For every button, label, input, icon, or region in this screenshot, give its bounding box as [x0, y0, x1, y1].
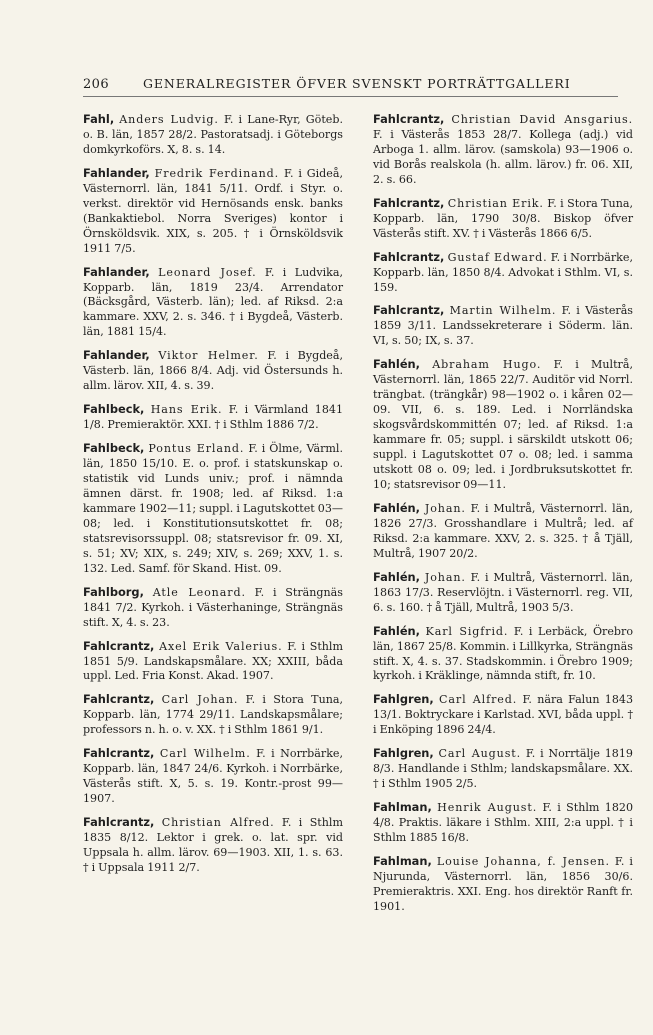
entry-surname: Fahlcrantz, — [373, 303, 445, 318]
register-entry — [373, 303, 633, 349]
entry-text: F. i Sthlm 1851 5/9. Landskapsmålare. XX; XXIII, båda uppl. Led. Fria Konst. Akad. 1907. — [83, 639, 343, 683]
entry-given-names: Carl Wilhelm. — [159, 747, 251, 761]
right-column — [373, 112, 633, 923]
entry-given-names: Johan. — [424, 570, 466, 584]
entry-given-names: Christian David Ansgarius. — [451, 113, 634, 126]
register-entry — [83, 639, 343, 685]
entry-text: F. i Lane-Ryr, Göteb. o. B. län, 1857 28/2. Pastoratsadj. i Göteborgs domkyrkoförs. X, 8. s. 14. — [83, 113, 343, 156]
left-column — [83, 112, 343, 884]
entry-given-names: Louise Johanna, f. Jensen. — [436, 854, 610, 868]
entry-given-names: Karl Sigfrid. — [425, 624, 509, 638]
entry-surname: Fahlcrantz, — [83, 815, 155, 830]
register-entry — [373, 357, 633, 493]
entry-given-names: Carl Alfred. — [439, 693, 518, 707]
entry-surname: Fahlén, — [373, 500, 420, 515]
entry-given-names: Leonard Josef. — [158, 265, 257, 279]
entry-surname: Fahl, — [83, 112, 115, 126]
entry-text: F. i Västerås 1853 28/7. Kollega (adj.) vid Arboga 1. allm. lärov. (samskola) 93—1906 o. vid Borås realskola (h. allm. lärov.) fr. 06. XII, 2. s. 66. — [373, 127, 633, 186]
entry-surname: Fahlén, — [373, 623, 420, 638]
register-entry — [373, 800, 633, 846]
entry-surname: Fahlcrantz, — [373, 195, 445, 210]
entry-surname: Fahlcrantz, — [373, 249, 445, 264]
register-entry — [83, 692, 343, 738]
entry-given-names: Abraham Hugo. — [432, 358, 542, 372]
entry-surname: Fahlborg, — [83, 584, 144, 599]
entry-given-names: Pontus Erland. — [148, 442, 245, 456]
register-entry — [373, 624, 633, 685]
entry-surname: Fahlander, — [83, 165, 150, 180]
entry-text: F. i Njurunda, Västernorrl. län, 1856 30/6. Premieraktris. XXI. Eng. hos direktör Ranft fr. 1901. — [373, 854, 633, 913]
entry-given-names: Johan. — [424, 501, 466, 515]
register-entry — [83, 112, 343, 158]
entry-surname: Fahlgren, — [373, 692, 434, 707]
entry-surname: Fahlcrantz, — [83, 746, 155, 761]
entry-given-names: Martin Wilhelm. — [449, 304, 557, 318]
entry-text: F. i Stora Tuna, Kopparb. län, 1774 29/11. Landskapsmålare; professors n. h. o. v. XX. † i Sthlm 1861 9/1. — [83, 693, 343, 737]
entry-given-names: Axel Erik Valerius. — [159, 639, 283, 653]
entry-text: F. i Värmland 1841 1/8. Premieraktör. XXI. † i Sthlm 1886 7/2. — [83, 403, 343, 432]
entry-surname: Fahlcrantz, — [83, 638, 155, 653]
entry-text: F. i Multrå, Västernorrl. län, 1826 27/3. Grosshandlare i Multrå; led. af Riksd. 2:a kammare. XXV, 2. s. 325. † å Tjäll, Multrå, 1907 20/2. — [373, 501, 634, 560]
entry-given-names: Anders Ludvig. — [119, 113, 219, 126]
entry-text: F. i Norrbärke, Kopparb. län, 1850 8/4. Advokat i Sthlm. VI, s. 159. — [373, 250, 633, 294]
register-entry — [83, 585, 343, 631]
entry-given-names: Hans Erik. — [150, 403, 223, 417]
register-entry — [373, 854, 633, 915]
entry-surname: Fahlbeck, — [83, 402, 145, 417]
register-entry — [373, 692, 633, 738]
running-header — [83, 76, 618, 97]
entry-text: F. i Västerås 1859 3/11. Landssekreterare i Söderm. län. VI, s. 50; IX, s. 37. — [373, 304, 634, 348]
register-entry — [373, 250, 633, 296]
entry-text: F. i Norrtälje 1819 8/3. Handlande i Sthlm; landskapsmålare. XX. † i Sthlm 1905 2/5. — [373, 747, 633, 791]
register-entry — [373, 746, 633, 792]
register-entry — [373, 501, 633, 562]
entry-surname: Fahlbeck, — [83, 441, 145, 456]
register-entry — [83, 166, 343, 257]
register-entry — [83, 815, 343, 876]
entry-given-names: Atle Leonard. — [152, 585, 246, 599]
entry-text: F. i Ölme, Värml. län, 1850 15/10. E. o. prof. i statskunskap o. statistik vid Lunds univ.; prof. i nämnda ämnen därst. fr. 1908; led. af Riksd. 1:a kammare 1902—11; suppl. i Lagutskottet 03—08; led. i Konstitutionsutskottet fr. 08; statsrevisorssuppl. 08; statsrevisor fr. 09. XI, s. 51; XV; XIX, s. 249; XIV, s. 269; XXV, 1. s. 132. Led. Samf. för Skand. Hist. 09. — [83, 442, 343, 575]
entry-given-names: Henrik August. — [437, 801, 538, 815]
entry-surname: Fahlander, — [83, 264, 150, 279]
entry-surname: Fahlgren, — [373, 746, 434, 761]
entry-text: F. i Gideå, Västernorrl. län, 1841 5/11. Ordf. i Styr. o. verkst. direktör vid Hernösands ensk. banks (Bankaktiebol. Norra Sveriges) kontor i Örnsköldsvik. XIX, s. 205. † i Örnsköldsvik 1911 7/5. — [83, 166, 343, 255]
register-entry — [373, 196, 633, 242]
entry-given-names: Christian Alfred. — [161, 816, 275, 830]
entry-text: F. i Strängnäs 1841 7/2. Kyrkoh. i Västerhaninge, Strängnäs stift. X, 4. s. 23. — [83, 585, 343, 629]
entry-given-names: Fredrik Ferdinand. — [154, 166, 280, 180]
entry-text: F. i Lerbäck, Örebro län, 1867 25/8. Kommin. i Lillkyrka, Strängnäs stift. X, 4. s. 37. Stadskommin. i Örebro 1909; kyrkoh. i Kräklinge, nämnda stift, fr. 10. — [373, 624, 634, 683]
entry-given-names: Christian Erik. — [447, 196, 544, 210]
register-entry — [373, 570, 633, 616]
entry-text: F. i Ludvika, Kopparb. län, 1819 23/4. Arrendator (Bäcksgård, Västerb. län); led. af Riksd. 2:a kammare. XXV, 2. s. 346. † i Bygdeå, Västerb. län, 1881 15/4. — [83, 265, 344, 339]
entry-text: F. i Multrå, Västernorrl. län, 1865 22/7. Auditör vid Norrl. trängbat. (trängkår) 98—1902 o. i kåren 02—09. VII, 6. s. 189. Led. i Norrländska skogsvårdskommittén 07; led. af Riksd. 1:a kammare fr. 05; suppl. i särskildt utskott 06; suppl. i Lagutskottet 07 o. 08; led. i samma utskott 08 o. 09; led. i Jordbruksutskottet fr. 10; statsrevisor 09—11. — [373, 358, 633, 491]
entry-text: F. i Multrå, Västernorrl. län, 1863 17/3. Reservlöjtn. i Västernorrl. reg. VII, 6. s. 160. † å Tjäll, Multrå, 1903 5/3. — [373, 570, 634, 614]
register-entry — [83, 265, 343, 341]
entry-given-names: Gustaf Edward. — [447, 250, 548, 264]
entry-given-names: Carl August. — [438, 747, 522, 761]
register-entry — [83, 348, 343, 394]
register-entry — [83, 402, 343, 433]
entry-text: F. i Sthlm 1820 4/8. Praktis. läkare i Sthlm. XIII, 2:a uppl. † i Sthlm 1885 16/8. — [373, 801, 634, 845]
entry-text: F. i Bygdeå, Västerb. län, 1866 8/4. Adj. vid Östersunds h. allm. lärov. XII, 4. s. 39. — [83, 349, 344, 393]
entry-given-names: Carl Johan. — [161, 693, 239, 707]
register-entry — [373, 112, 633, 188]
entry-surname: Fahlander, — [83, 348, 150, 363]
entry-given-names: Viktor Helmer. — [158, 349, 259, 363]
entry-surname: Fahlman, — [373, 853, 432, 868]
entry-surname: Fahlcrantz, — [83, 692, 155, 707]
register-entry — [83, 441, 343, 577]
page-title: GENERALREGISTER ÖFVER SVENSKT PORTRÄTTGALLERI — [143, 76, 571, 91]
entry-surname: Fahlén, — [373, 357, 420, 372]
entry-surname: Fahlcrantz, — [373, 112, 445, 126]
entry-surname: Fahlén, — [373, 569, 420, 584]
entry-text: F. i Stora Tuna, Kopparb. län, 1790 30/8. Biskop öfver Västerås stift. XV. † i Västerås 1866 6/5. — [373, 196, 633, 240]
entry-text: F. i Norrbärke, Kopparb. län, 1847 24/6. Kyrkoh. i Norrbärke, Västerås stift. X, 5. s. 19. Kontr.-prost 99—1907. — [83, 747, 344, 806]
entry-text: F. nära Falun 1843 13/1. Boktryckare i Karlstad. XVI, båda uppl. † i Enköping 1896 24/4. — [373, 693, 634, 737]
register-entry — [83, 746, 343, 807]
entry-text: F. i Sthlm 1835 8/12. Lektor i grek. o. lat. spr. vid Uppsala h. allm. lärov. 69—1903. XII, 1. s. 63. † i Uppsala 1911 2/7. — [83, 816, 343, 874]
page-number: 206 — [83, 77, 110, 92]
entry-surname: Fahlman, — [373, 800, 432, 815]
